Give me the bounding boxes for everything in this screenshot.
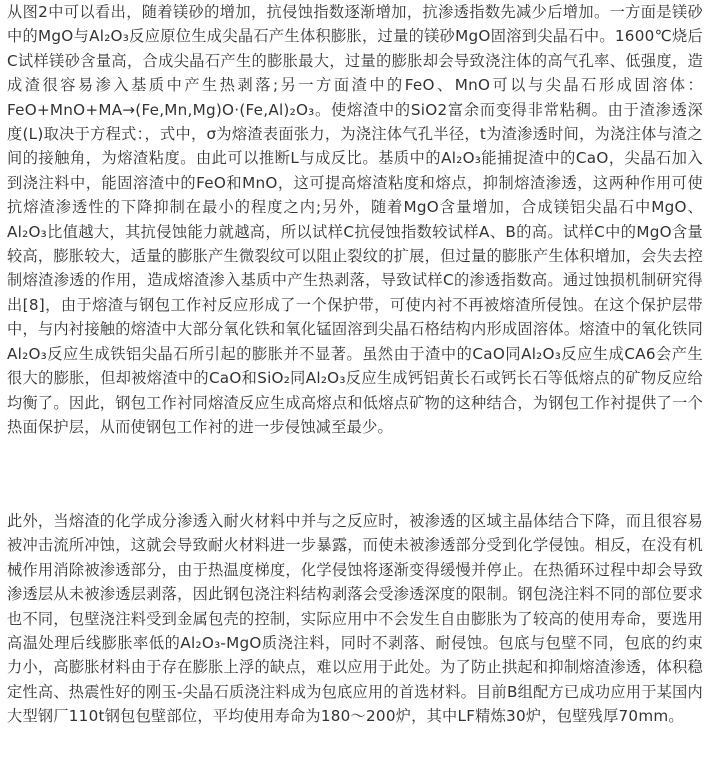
paragraph-2: 此外，当熔渣的化学成分渗透入耐火材料中并与之反应时，被渗透的区域主晶体结合下降，而且很容易被冲击流所冲蚀，这就会导致耐火材料进一步暴露，而使未被渗透部分受到化学侵蚀。相反，在没有机械作用消除被渗透部分，由于热温度梯度，化学侵蚀将逐渐变得缓慢并停止。在热循环过程中却会导致渗透层从未被渗透层剥落，因此钢包浇注料结构剥落会受渗透深度的限制。钢包浇注料不同的部位要求也不同，包壁浇注料受到金属包壳的控制，实际应用中不会发生自由膨胀为了较高的使用寿命，要选用高温处理后线膨胀率低的Al₂O₃-MgO质浇注料，同时不剥落、耐侵蚀。包底与包壁不同，包底的约束力小，高膨胀材料由于存在膨胀上浮的缺点，难以应用于此处。为了防止拱起和抑制熔渣渗透，体积稳定性高、热震性好的刚玉-尖晶石质浇注料成为包底应用的首选材料。目前B组配方已成功应用于某国内大型钢厂110t钢包包壁部位，平均使用寿命为180～200炉，其中LF精炼30炉，包壁残厚70mm。 xyxy=(7,512,703,726)
article-body xyxy=(7,0,703,729)
paragraph-1: 从图2中可以看出，随着镁砂的增加，抗侵蚀指数逐渐增加，抗渗透指数先减少后增加。一方面是镁砂中的MgO与Al₂O₃反应原位生成尖晶石产生体积膨胀，过量的镁砂MgO固溶到尖晶石中。1600℃烧后C试样镁砂含量高，合成尖晶石产生的膨胀最大，过量的膨胀却会导致浇注体的高气孔率、低强度，造成渣很容易渗入基质中产生热剥落;另一方面渣中的FeO、MnO可以与尖晶石形成固溶体：FeO+MnO+MA→(Fe,Mn,Mg)O·(Fe,Al)₂O₃。使熔渣中的SiO2富余而变得非常粘稠。由于渣渗透深度(L)取决于方程式：，式中，σ为熔渣表面张力，为浇注体气孔半径，t为渣渗透时间，为浇注体与渣之间的接触角，为熔渣粘度。由此可以推断L与成反比。基质中的Al₂O₃能捕捉渣中的CaO，尖晶石加入到浇注料中，能固溶渣中的FeO和MnO，这可提高熔渣粘度和熔点，抑制熔渣渗透，这两种作用可使抗熔渣渗透性的下降抑制在最小的程度之内;另外，随着MgO含量增加，合成镁铝尖晶石中MgO、Al₂O₃比值越大，其抗侵蚀能力就越高，所以试样C抗侵蚀指数较试样A、B的高。试样C中的MgO含量较高，膨胀较大，适量的膨胀产生微裂纹可以阻止裂纹的扩展，但过量的膨胀产生体积增加，会失去控制熔渣渗透的作用，造成熔渣渗入基质中产生热剥落，导致试样C的渗透指数高。通过蚀损机制研究得出[8]，由于熔渣与钢包工作衬反应形成了一个保护带，可使内衬不再被熔渣所侵蚀。在这个保护层带中，与内衬接触的熔渣中大部分氧化铁和氧化锰固溶到尖晶石格结构内形成固溶体。熔渣中的氧化铁同Al₂O₃反应生成铁铝尖晶石所引起的膨胀并不显著。虽然由于渣中的CaO同Al₂O₃反应生成CA6会产生很大的膨胀，但却被熔渣中的CaO和SiO₂同Al₂O₃反应生成钙铝黄长石或钙长石等低熔点的矿物反应给均衡了。因此，钢包工作衬同熔渣反应生成高熔点和低熔点矿物的这种结合，为钢包工作衬提供了一个热面保护层，从而使钢包工作衬的进一步侵蚀减至最少。 xyxy=(7,3,703,436)
